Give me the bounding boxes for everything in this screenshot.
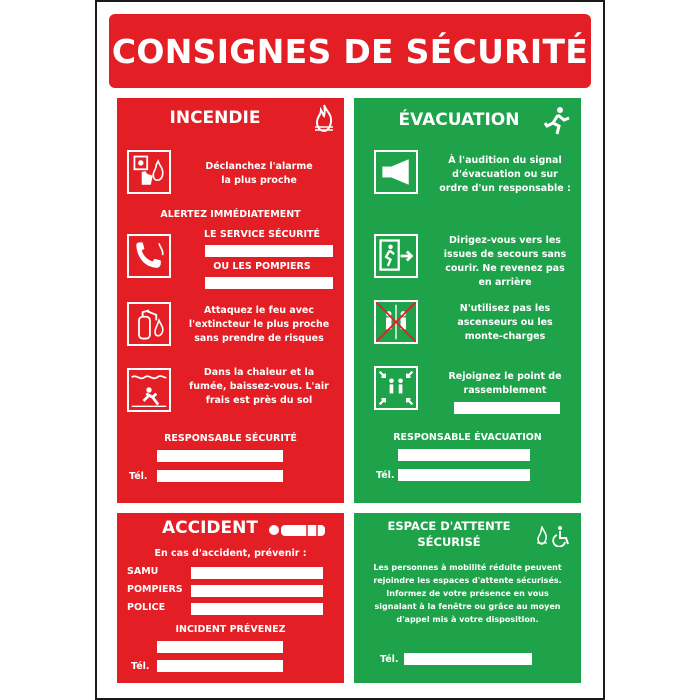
fire-step3-line2: l'extincteur le plus proche <box>188 319 330 330</box>
evac-heading: ÉVACUATION <box>398 110 520 130</box>
accident-pompiers-field[interactable] <box>191 585 323 597</box>
attente-line3: Informez de votre présence en vous <box>386 589 549 598</box>
incident-field[interactable] <box>157 641 283 653</box>
wheelchair-icon <box>552 525 572 547</box>
incident-label: INCIDENT PRÉVENEZ <box>175 624 286 635</box>
attente-line5: d'appel mis à votre disposition. <box>396 615 539 624</box>
evac-tel-field[interactable] <box>398 469 530 481</box>
siren-icon <box>374 150 418 194</box>
accident-tel-label: Tél. <box>131 661 150 672</box>
police-label: POLICE <box>127 602 166 613</box>
evac-step2-line4: en arrière <box>478 277 532 288</box>
attente-heading2: SÉCURISÉ <box>417 535 481 549</box>
evac-step3-line3: monte-charges <box>464 331 546 342</box>
fire-alert-text: ALERTEZ IMMÉDIATEMENT <box>160 209 301 220</box>
fire-tel-field[interactable] <box>157 470 283 482</box>
rassemblement-field[interactable] <box>454 402 560 414</box>
running-man-icon <box>542 106 572 136</box>
fire-step1-line1: Déclanchez l'alarme <box>205 161 313 172</box>
accident-panel <box>117 513 344 683</box>
flame-icon <box>313 103 335 133</box>
evac-step2-line1: Dirigez-vous vers les <box>449 235 561 246</box>
fire-step4-line3: frais est près du sol <box>205 395 313 406</box>
phone-icon <box>127 234 171 278</box>
evac-step2-line2: issues de secours sans <box>443 249 567 260</box>
evac-step2-line3: courir. Ne revenez pas <box>445 263 565 274</box>
accident-intro: En cas d'accident, prévenir : <box>154 548 307 559</box>
exit-door-icon <box>374 234 418 278</box>
fire-panel <box>117 98 344 503</box>
fire-step3-line3: sans prendre de risques <box>194 333 324 344</box>
no-elevator-icon <box>374 300 418 344</box>
fire-heading: INCENDIE <box>169 108 261 128</box>
samu-field[interactable] <box>191 567 323 579</box>
fire-responsable-label: RESPONSABLE SÉCURITÉ <box>164 433 297 444</box>
safety-sign <box>95 0 605 700</box>
evac-tel-label: Tél. <box>376 470 395 481</box>
attente-line4: signalant à la fenêtre ou grâce au moyen <box>374 602 561 611</box>
pompiers-label: POMPIERS <box>127 584 183 595</box>
sign-title: CONSIGNES DE SÉCURITÉ <box>111 31 589 71</box>
service-securite-field[interactable] <box>205 245 333 257</box>
fire-step3-line1: Attaquez le feu avec <box>203 305 315 316</box>
attente-tel-field[interactable] <box>404 653 532 665</box>
alarm-button-icon <box>127 150 171 194</box>
responsable-evacuation-field[interactable] <box>398 449 530 461</box>
evac-step1-line3: ordre d'un responsable : <box>439 183 571 194</box>
attente-line1: Les personnes à mobilité réduite peuvent <box>373 563 562 572</box>
fire-step2-line1: LE SERVICE SÉCURITÉ <box>204 229 320 240</box>
evac-step3-line1: N'utilisez pas les <box>459 303 551 314</box>
extinguisher-icon <box>127 302 171 346</box>
responsable-securite-field[interactable] <box>157 450 283 462</box>
fire-step4-line2: fumée, baissez-vous. L'air <box>189 381 329 392</box>
evac-step3-line2: ascenseurs ou les <box>457 317 553 328</box>
evacuation-panel <box>354 98 581 503</box>
fire-tel-label: Tél. <box>129 471 148 482</box>
fire-step4-line1: Dans la chaleur et la <box>203 367 315 378</box>
evac-step4-line2: rassemblement <box>463 385 547 396</box>
samu-label: SAMU <box>127 566 159 577</box>
attente-tel-label: Tél. <box>380 654 399 665</box>
evac-step1-line2: d'évacuation ou sur <box>452 169 558 180</box>
evac-responsable-label: RESPONSABLE ÉVACUATION <box>393 432 542 443</box>
accident-tel-field[interactable] <box>157 660 283 672</box>
refuge-area-panel <box>354 513 581 683</box>
flame-icon <box>536 526 548 546</box>
accident-heading: ACCIDENT <box>162 518 258 538</box>
assembly-point-icon <box>374 366 418 410</box>
fire-step1-line2: la plus proche <box>221 175 297 186</box>
evac-step1-line1: À l'audition du signal <box>448 155 562 166</box>
fire-step2-line2: OU LES POMPIERS <box>213 261 311 272</box>
police-field[interactable] <box>191 603 323 615</box>
evac-step4-line1: Rejoignez le point de <box>448 371 562 382</box>
attente-heading1: ESPACE D'ATTENTE <box>387 519 511 533</box>
injured-person-icon <box>267 521 327 541</box>
attente-line2: rejoindre les espaces d'attente sécurisés. <box>373 576 562 585</box>
title-banner <box>109 14 591 88</box>
pompiers-field[interactable] <box>205 277 333 289</box>
crawl-smoke-icon <box>127 368 171 412</box>
